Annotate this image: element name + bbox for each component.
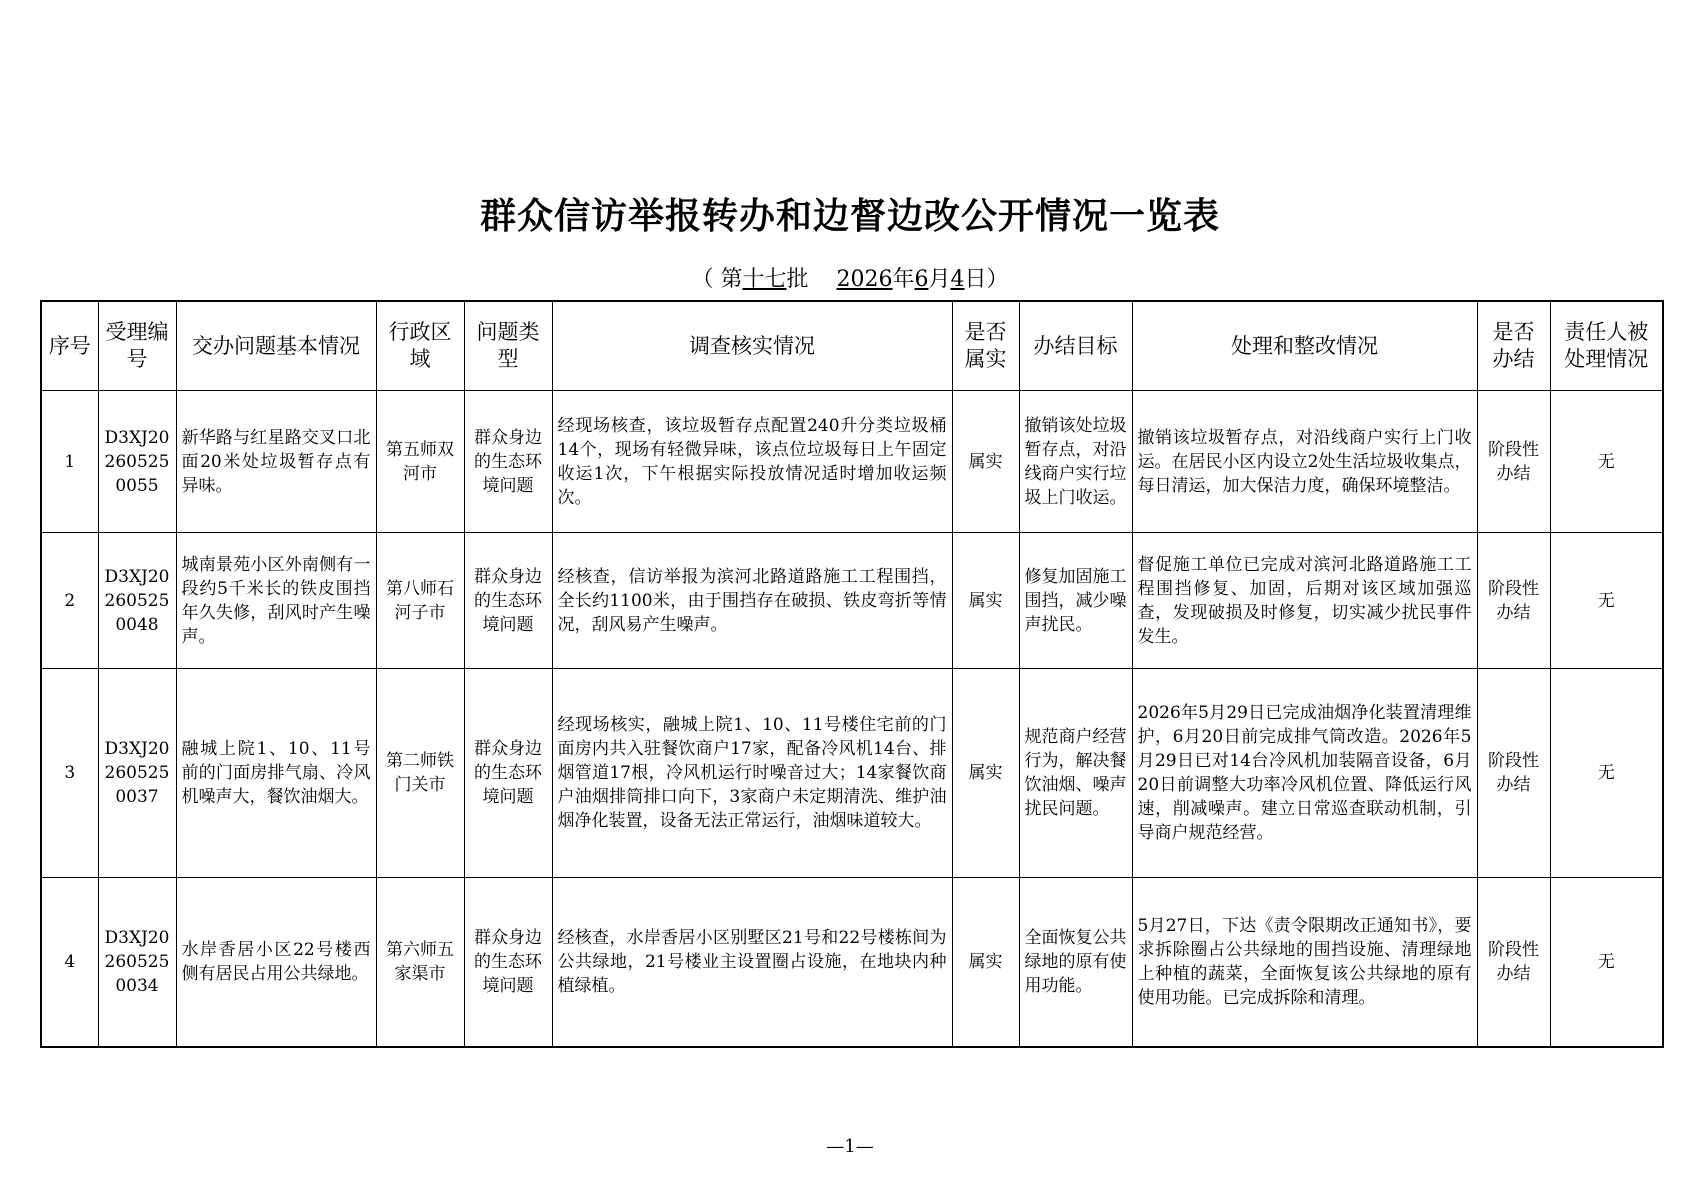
cell-handling: 撤销该垃圾暂存点，对沿线商户实行上门收运。在居民小区内设立2处生活垃圾收集点，每日清运，加大保洁力度，确保环境整洁。 [1132, 391, 1477, 533]
header-investigation: 调查核实情况 [552, 301, 952, 391]
cell-region: 第八师石河子市 [376, 533, 464, 669]
cell-target: 规范商户经营行为，解决餐饮油烟、噪声扰民问题。 [1019, 669, 1132, 878]
cell-type: 群众身边的生态环境问题 [464, 533, 552, 669]
cell-closed: 阶段性办结 [1477, 391, 1550, 533]
table-row [41, 878, 1663, 1048]
subtitle-month-suffix: 月 [928, 267, 951, 292]
batch-subtitle [0, 262, 1700, 293]
header-handling: 处理和整改情况 [1132, 301, 1477, 391]
subtitle-open: （ 第 [691, 267, 743, 292]
cell-problem: 融城上院1、10、11号前的门面房排气扇、冷风机噪声大，餐饮油烟大。 [176, 669, 376, 878]
cell-type: 群众身边的生态环境问题 [464, 669, 552, 878]
table-row [41, 669, 1663, 878]
cell-region: 第五师双河市 [376, 391, 464, 533]
cell-closed: 阶段性办结 [1477, 533, 1550, 669]
cell-type: 群众身边的生态环境问题 [464, 391, 552, 533]
header-verified: 是否属实 [952, 301, 1019, 391]
cell-punished: 无 [1550, 669, 1663, 878]
cell-handling: 督促施工单位已完成对滨河北路道路施工工程围挡修复、加固，后期对该区域加强巡查，发现破损及时修复，切实减少扰民事件发生。 [1132, 533, 1477, 669]
subtitle-month: 6 [914, 267, 929, 292]
petition-table [40, 300, 1664, 1048]
cell-punished: 无 [1550, 878, 1663, 1048]
cell-code: D3XJ202605250037 [98, 669, 176, 878]
cell-no: 4 [41, 878, 98, 1048]
cell-problem: 城南景苑小区外南侧有一段约5千米长的铁皮围挡年久失修，刮风时产生噪声。 [176, 533, 376, 669]
cell-target: 全面恢复公共绿地的原有使用功能。 [1019, 878, 1132, 1048]
subtitle-batch-suffix: 批 [786, 267, 809, 292]
table-row [41, 533, 1663, 669]
header-problem: 交办问题基本情况 [176, 301, 376, 391]
cell-code: D3XJ202605250055 [98, 391, 176, 533]
cell-no: 1 [41, 391, 98, 533]
subtitle-batch: 十七 [742, 267, 787, 292]
cell-handling: 2026年5月29日已完成油烟净化装置清理维护，6月20日前完成排气筒改造。2026年5月29日已对14台冷风机加装隔音设备，6月20日前调整大功率冷风机位置、降低运行风速，削减噪声。建立日常巡查联动机制，引导商户规范经营。 [1132, 669, 1477, 878]
cell-problem: 水岸香居小区22号楼西侧有居民占用公共绿地。 [176, 878, 376, 1048]
header-no: 序号 [41, 301, 98, 391]
cell-investigation: 经核查，水岸香居小区别墅区21号和22号楼栋间为公共绿地，21号楼业主设置圈占设施，在地块内种植绿植。 [552, 878, 952, 1048]
header-closed: 是否办结 [1477, 301, 1550, 391]
cell-investigation: 经现场核查，该垃圾暂存点配置240升分类垃圾桶14个，现场有轻微异味，该点位垃圾每日上午固定收运1次，下午根据实际投放情况适时增加收运频次。 [552, 391, 952, 533]
cell-verified: 属实 [952, 533, 1019, 669]
cell-verified: 属实 [952, 878, 1019, 1048]
cell-verified: 属实 [952, 391, 1019, 533]
cell-region: 第六师五家渠市 [376, 878, 464, 1048]
cell-investigation: 经现场核实，融城上院1、10、11号楼住宅前的门面房内共入驻餐饮商户17家，配备冷风机14台、排烟管道17根，冷风机运行时噪音过大；14家餐饮商户油烟排筒排口向下，3家商户未定期清洗、维护油烟净化装置，设备无法正常运行，油烟味道较大。 [552, 669, 952, 878]
cell-closed: 阶段性办结 [1477, 878, 1550, 1048]
cell-problem: 新华路与红星路交叉口北面20米处垃圾暂存点有异味。 [176, 391, 376, 533]
cell-handling: 5月27日，下达《责令限期改正通知书》，要求拆除圈占公共绿地的围挡设施、清理绿地上种植的蔬菜，全面恢复该公共绿地的原有使用功能。已完成拆除和清理。 [1132, 878, 1477, 1048]
cell-target: 撤销该处垃圾暂存点，对沿线商户实行垃圾上门收运。 [1019, 391, 1132, 533]
cell-no: 2 [41, 533, 98, 669]
cell-punished: 无 [1550, 533, 1663, 669]
header-target: 办结目标 [1019, 301, 1132, 391]
page-title: 群众信访举报转办和边督边改公开情况一览表 [479, 195, 1220, 237]
header-region: 行政区域 [376, 301, 464, 391]
table-row [41, 391, 1663, 533]
subtitle-year: 2026 [836, 267, 893, 292]
cell-type: 群众身边的生态环境问题 [464, 878, 552, 1048]
subtitle-close: 日） [964, 267, 1009, 292]
header-code: 受理编号 [98, 301, 176, 391]
header-type: 问题类型 [464, 301, 552, 391]
subtitle-day: 4 [950, 267, 965, 292]
cell-punished: 无 [1550, 391, 1663, 533]
cell-code: D3XJ202605250034 [98, 878, 176, 1048]
subtitle-year-suffix: 年 [892, 267, 915, 292]
page-number: —1— [826, 1136, 874, 1157]
cell-no: 3 [41, 669, 98, 878]
cell-code: D3XJ202605250048 [98, 533, 176, 669]
cell-investigation: 经核查，信访举报为滨河北路道路施工工程围挡，全长约1100米，由于围挡存在破损、铁皮弯折等情况，刮风易产生噪声。 [552, 533, 952, 669]
table-header-row [41, 301, 1663, 391]
header-punished: 责任人被处理情况 [1550, 301, 1663, 391]
cell-verified: 属实 [952, 669, 1019, 878]
cell-target: 修复加固施工围挡，减少噪声扰民。 [1019, 533, 1132, 669]
cell-region: 第二师铁门关市 [376, 669, 464, 878]
cell-closed: 阶段性办结 [1477, 669, 1550, 878]
